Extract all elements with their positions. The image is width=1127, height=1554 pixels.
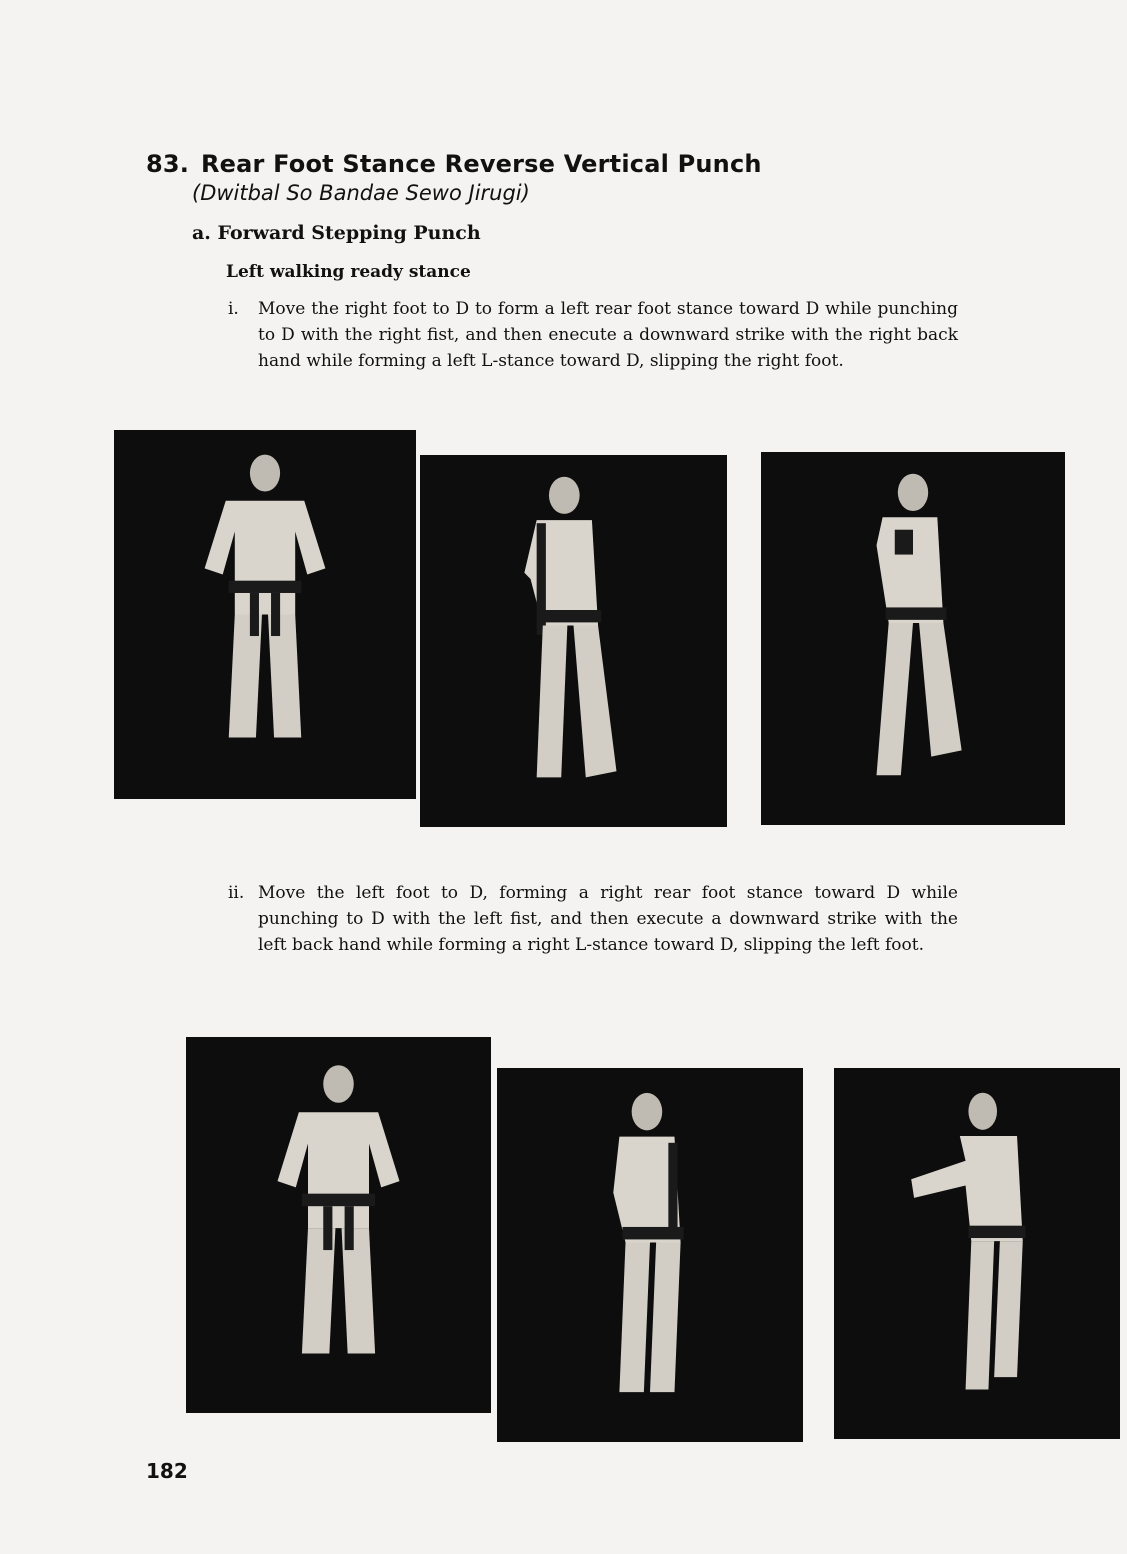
step-text: Move the right foot to D to form a left rear foot stance toward D while punching to D with the right fist, and then enecute a downward strike with the right back hand while forming a left L-stance toward D, slipping the right foot. (258, 299, 958, 371)
photo-l-stance-back-hand-strike-2 (834, 1068, 1120, 1439)
section-heading: a. Forward Stepping Punch (192, 222, 481, 244)
heading-number: 83. (146, 150, 190, 178)
photo-rear-foot-stance-punch-2 (497, 1068, 803, 1442)
page-number: 182 (146, 1459, 188, 1483)
step-i (228, 296, 963, 406)
photo-l-stance-back-hand-strike-1 (761, 452, 1065, 825)
photo-ready-stance-1 (114, 430, 416, 799)
step-marker: ii. (228, 883, 245, 903)
page-title: Rear Foot Stance Reverse Vertical Punch (201, 150, 762, 178)
photo-ready-stance-2 (186, 1037, 491, 1413)
step-marker: i. (228, 299, 239, 319)
step-ii (228, 880, 963, 990)
korean-subtitle: (Dwitbal So Bandae Sewo Jirugi) (192, 181, 530, 205)
step-text: Move the left foot to D, forming a right rear foot stance toward D while punching to D with the left fist, and then execute a downward strike with the left back hand while forming a right L-stance toward D, slipping the left foot. (258, 883, 958, 955)
photo-rear-foot-stance-punch-1 (420, 455, 727, 827)
ready-stance-label: Left walking ready stance (226, 262, 471, 282)
